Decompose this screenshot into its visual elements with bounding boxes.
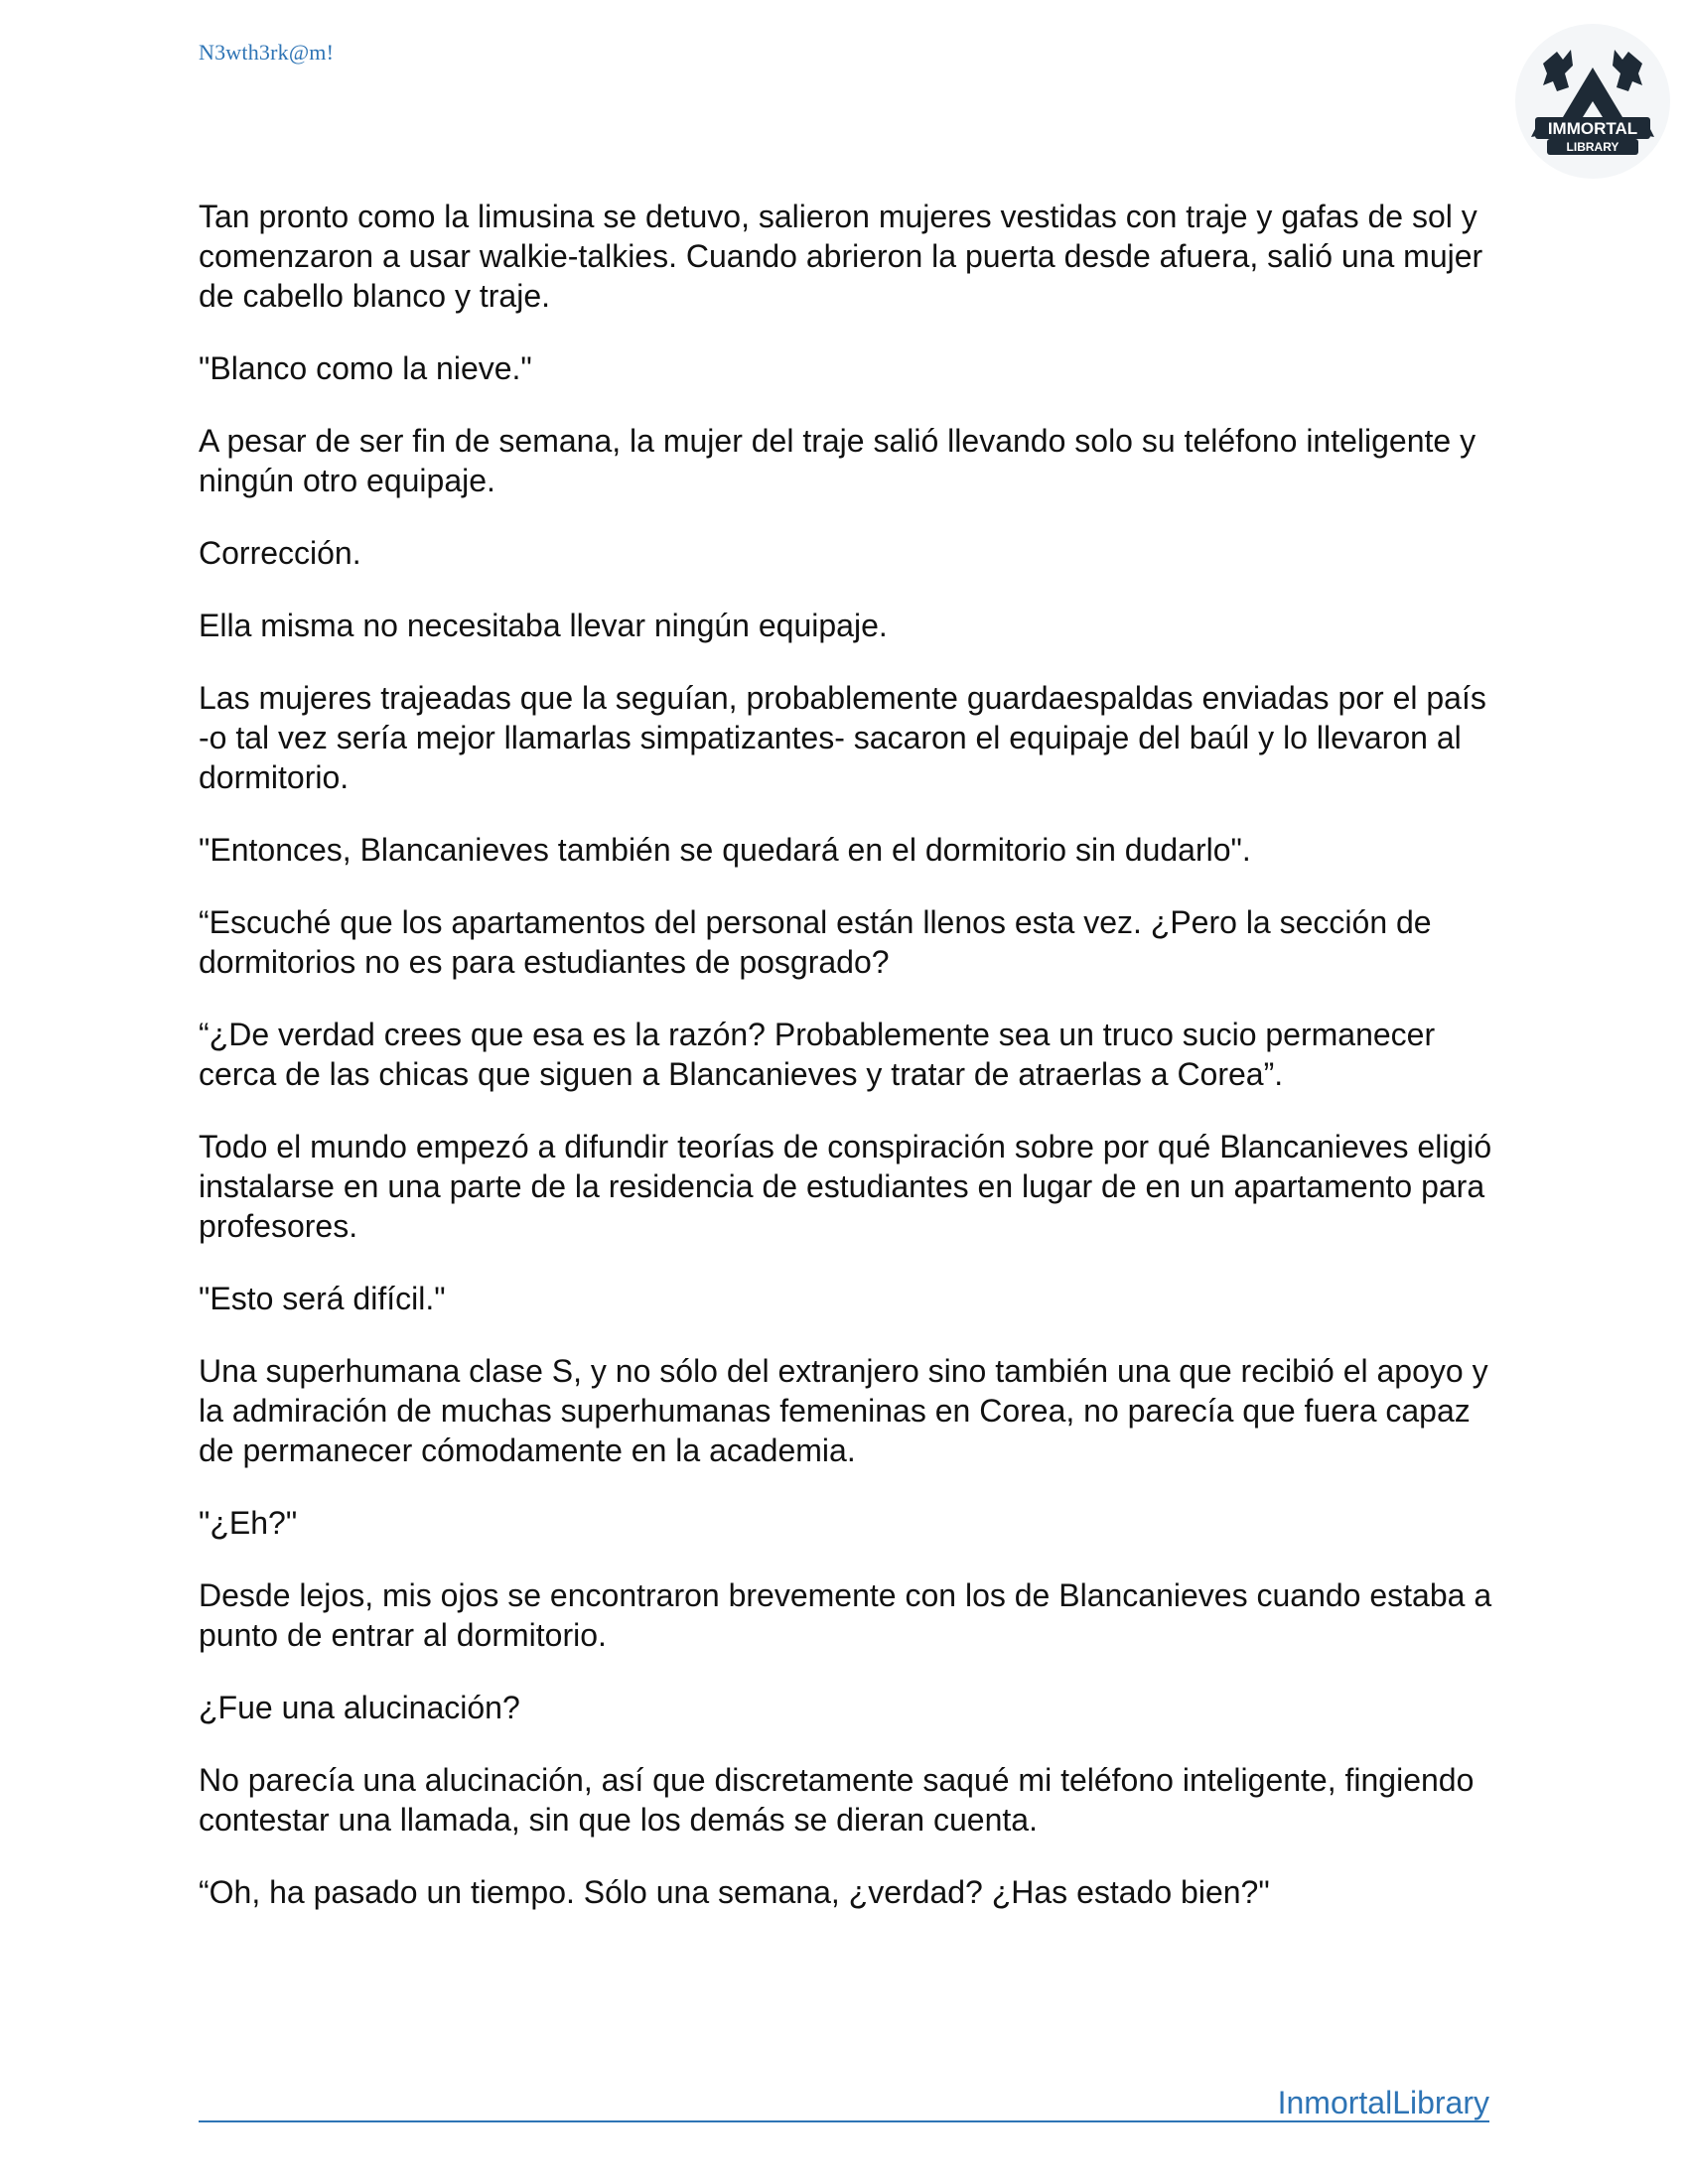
logo-text-line2: LIBRARY — [1566, 140, 1619, 154]
logo-text-line1: IMMORTAL — [1547, 119, 1638, 138]
paragraph: ¿Fue una alucinación? — [199, 1690, 520, 1725]
paragraph: Tan pronto como la limusina se detuvo, salieron mujeres vestidas con traje y gafas de sol y comenzaron a usar walkie-talkies. Cuando abrieron la puerta desde afuera, salió una mujer de cabello blanco y traje. — [199, 199, 1483, 314]
paragraph: Todo el mundo empezó a difundir teorías de conspiración sobre por qué Blancanieves eligió instalarse en una parte de la residencia de estudiantes en lugar de en un apartamento para profesores. — [199, 1129, 1492, 1244]
paragraph: A pesar de ser fin de semana, la mujer del traje salió llevando solo su teléfono inteligente y ningún otro equipaje. — [199, 423, 1477, 498]
header-watermark-text: N3wth3rk@m! — [199, 40, 335, 65]
footer-link[interactable]: InmortalLibrary — [1277, 2085, 1489, 2120]
paragraph: “Oh, ha pasado un tiempo. Sólo una semana, ¿verdad? ¿Has estado bien?" — [199, 1874, 1270, 1910]
paragraph: “Escuché que los apartamentos del personal están llenos esta vez. ¿Pero la sección de dormitorios no es para estudiantes de posgrado? — [199, 904, 1432, 980]
paragraph: Una superhumana clase S, y no sólo del extranjero sino también una que recibió el apoyo y la admiración de muchas superhumanas femeninas en Corea, no parecía que fuera capaz de permanecer cómodamente en la academia. — [199, 1353, 1488, 1468]
footer-divider — [199, 2120, 1489, 2122]
document-body — [199, 197, 1499, 1945]
paragraph: “¿De verdad crees que esa es la razón? Probablemente sea un truco sucio permanecer cerca de las chicas que siguen a Blancanieves y tratar de atraerlas a Corea”. — [199, 1017, 1436, 1092]
paragraph: "Entonces, Blancanieves también se quedará en el dormitorio sin dudarlo". — [199, 832, 1251, 868]
paragraph: "Esto será difícil." — [199, 1281, 446, 1316]
paragraph: Las mujeres trajeadas que la seguían, probablemente guardaespaldas enviadas por el país -o tal vez sería mejor llamarlas simpatizantes- sacaron el equipaje del baúl y lo llevaron al dormitorio. — [199, 680, 1486, 795]
paragraph: Ella misma no necesitaba llevar ningún equipaje. — [199, 608, 888, 643]
paragraph: No parecía una alucinación, así que discretamente saqué mi teléfono inteligente, fingiendo contestar una llamada, sin que los demás se dieran cuenta. — [199, 1762, 1475, 1838]
paragraph: Desde lejos, mis ojos se encontraron brevemente con los de Blancanieves cuando estaba a punto de entrar al dormitorio. — [199, 1577, 1492, 1653]
immortal-library-logo — [1513, 22, 1672, 181]
paragraph: "Blanco como la nieve." — [199, 350, 532, 386]
paragraph: Corrección. — [199, 535, 361, 571]
paragraph: "¿Eh?" — [199, 1505, 298, 1541]
